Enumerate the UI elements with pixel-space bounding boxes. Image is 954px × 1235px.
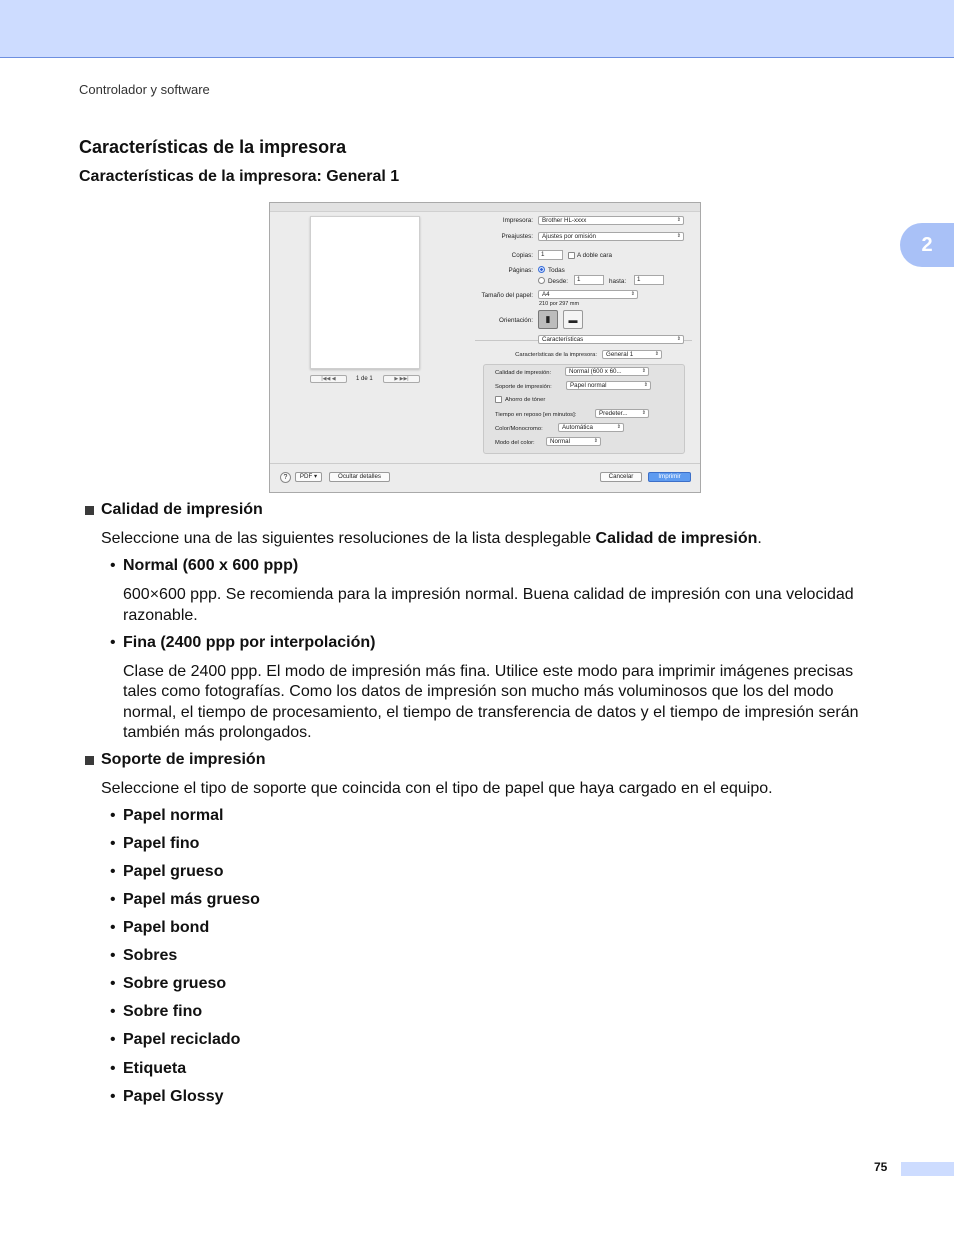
bullet-dot: •: [110, 863, 116, 880]
quality-intro: [101, 529, 762, 550]
bullet-dot: •: [110, 1060, 116, 1077]
pages-from-field[interactable]: 1: [574, 275, 604, 285]
preview-nav-next-last[interactable]: ▶ ▶▶|: [383, 375, 420, 383]
paper-size-label: Tamaño del papel:: [481, 292, 533, 299]
quality-popup[interactable]: [565, 367, 649, 376]
color-popup[interactable]: [558, 423, 624, 432]
hide-details-button[interactable]: Ocultar detalles: [329, 472, 390, 482]
bullet-dot: •: [110, 634, 116, 651]
feature-set-popup[interactable]: [602, 350, 662, 359]
popup-arrows-icon: ⇕: [630, 291, 635, 297]
quality-intro-suffix: .: [757, 530, 762, 547]
toner-save-label: Ahorro de tóner: [505, 397, 546, 403]
bullet-square: [85, 506, 94, 515]
printer-popup-value: Brother HL-xxxx: [542, 217, 587, 224]
paper-size-popup-value: A4: [542, 291, 550, 298]
bullet-dot: •: [110, 557, 116, 574]
copies-field[interactable]: 1: [538, 250, 563, 260]
preview-nav-first-prev[interactable]: |◀◀ ◀: [310, 375, 347, 383]
sleep-label: Tiempo en reposo [en minutos]:: [495, 412, 577, 418]
panel-popup[interactable]: [538, 335, 684, 344]
media-item: Sobre grueso: [123, 975, 227, 992]
panel-separator-left: [475, 340, 538, 341]
popup-arrows-icon: ⇕: [654, 351, 659, 357]
bullet-dot: •: [110, 1003, 116, 1020]
chapter-tab: 2: [900, 223, 954, 267]
dialog-footer-separator: [270, 463, 700, 464]
portrait-orientation-icon[interactable]: ▮: [538, 310, 558, 329]
toner-save-checkbox[interactable]: [495, 396, 502, 403]
quality-item-title: Fina (2400 ppp por interpolación): [123, 634, 376, 651]
desc-line: 600×600 ppp. Se recomienda para la impresión normal. Buena calidad de impresión con una velocidad: [123, 586, 854, 603]
media-intro: Seleccione el tipo de soporte que coincida con el tipo de papel que haya cargado en el equipo.: [101, 780, 773, 797]
section-title: Características de la impresora: [79, 137, 347, 157]
bullet-dot: •: [110, 835, 116, 852]
duplex-checkbox[interactable]: [568, 252, 575, 259]
presets-popup-value: Ajustes por omisión: [542, 233, 596, 240]
media-item: Etiqueta: [123, 1060, 187, 1077]
media-item: Papel grueso: [123, 863, 224, 880]
pages-to-label: hasta:: [609, 278, 627, 285]
page-number: 75: [874, 1160, 888, 1174]
desc-line: normal, el tiempo de procesamiento, el tiempo de transferencia de datos y el tiempo de impresión serán: [123, 703, 859, 721]
section-subtitle: Características de la impresora: General 1: [79, 168, 400, 185]
media-item: Papel bond: [123, 919, 210, 936]
pdf-button-label: PDF: [299, 473, 313, 480]
pages-all-label: Todas: [548, 267, 565, 274]
paper-size-popup[interactable]: [538, 290, 638, 299]
desc-line: Clase de 2400 ppp. El modo de impresión más fina. Utilice este modo para imprimir imágenes precisas: [123, 663, 854, 680]
running-head: Controlador y software: [79, 82, 210, 97]
panel-separator-right: [684, 340, 692, 341]
media-heading: Soporte de impresión: [101, 751, 266, 768]
panel-popup-value: Características: [542, 336, 584, 343]
popup-arrows-icon: ⇕: [643, 382, 648, 388]
feature-set-popup-value: General 1: [606, 351, 634, 358]
landscape-orientation-icon[interactable]: ▬: [563, 310, 583, 329]
bullet-square: [85, 756, 94, 765]
help-button[interactable]: ?: [280, 472, 291, 483]
presets-popup[interactable]: [538, 232, 684, 241]
popup-arrows-icon: ⇕: [616, 424, 621, 430]
media-popup[interactable]: [566, 381, 651, 390]
media-item: Papel fino: [123, 835, 200, 852]
paper-size-dims: 210 por 297 mm: [539, 301, 580, 307]
bullet-dot: •: [110, 1031, 116, 1048]
bullet-dot: •: [110, 975, 116, 992]
pages-label: Páginas:: [508, 267, 533, 274]
feature-set-label: Características de la impresora:: [515, 352, 597, 358]
bullet-dot: •: [110, 1088, 116, 1105]
popup-arrows-icon: ⇕: [676, 233, 681, 239]
print-dialog-screenshot: [269, 202, 701, 493]
bullet-dot: •: [110, 919, 116, 936]
copies-label: Copias:: [511, 252, 533, 259]
pdf-button[interactable]: [295, 472, 322, 482]
header-band: [0, 0, 954, 58]
quality-heading: Calidad de impresión: [101, 501, 263, 518]
quality-item-title: Normal (600 x 600 ppp): [123, 557, 299, 574]
presets-label: Preajustes:: [501, 233, 533, 240]
dialog-top-strip: [270, 203, 700, 212]
pages-to-field[interactable]: 1: [634, 275, 664, 285]
sleep-popup[interactable]: [595, 409, 649, 418]
quality-label: Calidad de impresión:: [495, 370, 552, 376]
bullet-dot: •: [110, 891, 116, 908]
popup-arrows-icon: ⇕: [641, 410, 646, 416]
printer-popup[interactable]: [538, 216, 684, 225]
desc-line: razonable.: [123, 606, 198, 624]
popup-arrows-icon: ⇕: [676, 217, 681, 223]
quality-item-desc: [123, 662, 859, 743]
quality-intro-bold: Calidad de impresión: [595, 530, 758, 547]
media-item: Sobre fino: [123, 1003, 203, 1020]
bullet-dot: •: [110, 947, 116, 964]
media-item: Papel Glossy: [123, 1088, 224, 1105]
preview-page-label: 1 de 1: [356, 376, 373, 382]
orientation-label: Orientación:: [499, 317, 533, 324]
quality-item-desc: [123, 585, 854, 626]
popup-arrows-icon: ⇕: [641, 368, 646, 374]
media-item: Papel normal: [123, 807, 224, 824]
chevron-down-icon: ▾: [314, 473, 318, 480]
desc-line: tales como fotografías. Como los datos de impresión son mucho más voluminosos que los del modo: [123, 683, 834, 701]
color-mode-popup-value: Normal: [550, 438, 570, 445]
desc-line: también más prolongados.: [123, 723, 312, 741]
media-label: Soporte de impresión:: [495, 384, 552, 390]
color-popup-value: Automática: [562, 424, 593, 431]
color-mode-label: Modo del color:: [495, 440, 535, 446]
printer-label: Impresora:: [502, 217, 533, 224]
quality-popup-value: Normal (600 x 60...: [569, 368, 622, 375]
duplex-label: A doble cara: [577, 252, 613, 259]
color-mode-popup[interactable]: [546, 437, 601, 446]
quality-intro-text: Seleccione una de las siguientes resoluciones de la lista desplegable: [101, 530, 596, 547]
media-popup-value: Papel normal: [570, 382, 607, 389]
cancel-button[interactable]: Cancelar: [600, 472, 642, 482]
print-button[interactable]: Imprimir: [648, 472, 691, 482]
popup-arrows-icon: ⇕: [593, 438, 598, 444]
preview-page: [310, 216, 420, 369]
pages-range-radio[interactable]: [538, 277, 545, 284]
bullet-dot: •: [110, 807, 116, 824]
pages-all-radio[interactable]: [538, 266, 545, 273]
media-item: Papel reciclado: [123, 1031, 241, 1048]
media-item: Papel más grueso: [123, 891, 260, 908]
popup-arrows-icon: ⇕: [676, 336, 681, 342]
media-item: Sobres: [123, 947, 178, 964]
sleep-popup-value: Predeter...: [599, 410, 628, 417]
footer-band: [901, 1162, 954, 1176]
pages-from-label: Desde:: [548, 278, 568, 285]
color-label: Color/Monocromo:: [495, 426, 543, 432]
